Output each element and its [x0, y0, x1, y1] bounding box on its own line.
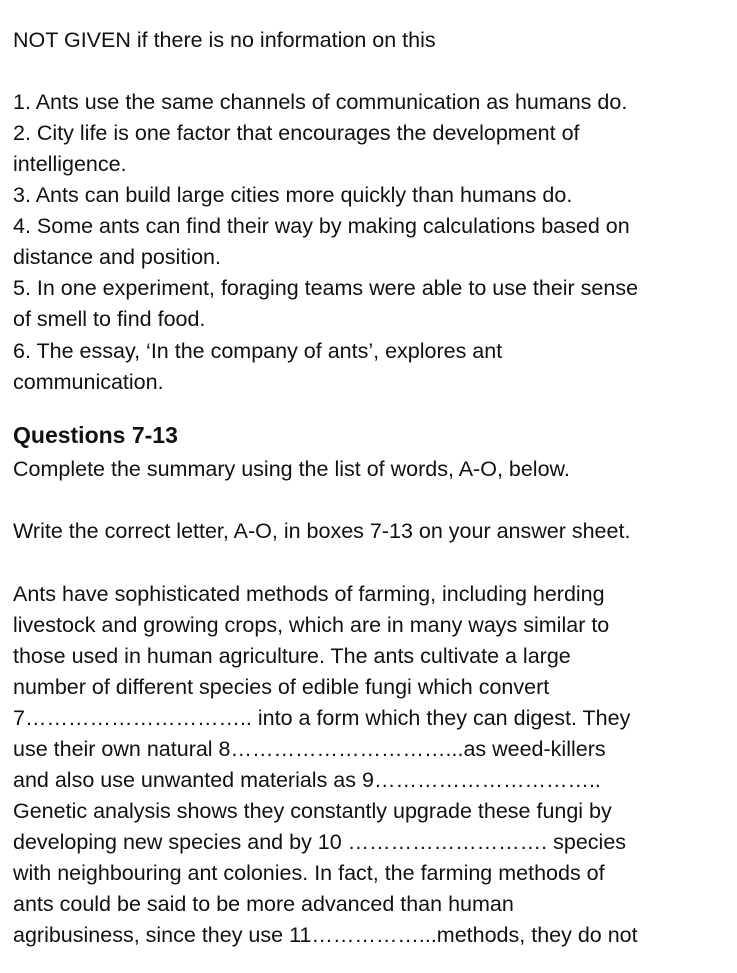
- section-heading: Questions 7-13: [13, 422, 178, 448]
- summary-line-gap-10: developing new species and by 10 ………………………. species: [13, 830, 627, 854]
- statement-5: 5. In one experiment, foraging teams were able to use their sense: [13, 276, 639, 300]
- summary-line-gap-9: and also use unwanted materials as 9…………………………..: [13, 768, 601, 792]
- statement-3: 3. Ants can build large cities more quickly than humans do.: [13, 183, 573, 207]
- summary-line: Genetic analysis shows they constantly upgrade these fungi by: [13, 799, 612, 823]
- statement-2: 2. City life is one factor that encourages the development of: [13, 121, 580, 145]
- intro-line: NOT GIVEN if there is no information on this: [13, 28, 436, 52]
- summary-line: Ants have sophisticated methods of farming, including herding: [13, 582, 605, 606]
- summary-line: ants could be said to be more advanced than human: [13, 892, 514, 916]
- summary-line: those used in human agriculture. The ants cultivate a large: [13, 644, 571, 668]
- statement-5-cont: of smell to find food.: [13, 307, 206, 331]
- summary-line: with neighbouring ant colonies. In fact, the farming methods of: [13, 861, 605, 885]
- statement-4-cont: distance and position.: [13, 245, 221, 269]
- statement-6-cont: communication.: [13, 370, 164, 394]
- statement-2-cont: intelligence.: [13, 152, 127, 176]
- summary-line-gap-7: 7………………………….. into a form which they can digest. They: [13, 706, 631, 730]
- instruction-line-2: Write the correct letter, A-O, in boxes 7-13 on your answer sheet.: [13, 519, 631, 543]
- statement-4: 4. Some ants can find their way by making calculations based on: [13, 214, 630, 238]
- statement-6: 6. The essay, ‘In the company of ants’, explores ant: [13, 339, 503, 363]
- summary-line-gap-8: use their own natural 8…………………………...as weed-killers: [13, 737, 606, 761]
- summary-line: livestock and growing crops, which are in many ways similar to: [13, 613, 610, 637]
- summary-line: number of different species of edible fungi which convert: [13, 675, 550, 699]
- instruction-line-1: Complete the summary using the list of words, A-O, below.: [13, 457, 570, 481]
- summary-line-gap-11: agribusiness, since they use 11……………...methods, they do not: [13, 923, 638, 947]
- statement-1: 1. Ants use the same channels of communication as humans do.: [13, 90, 628, 114]
